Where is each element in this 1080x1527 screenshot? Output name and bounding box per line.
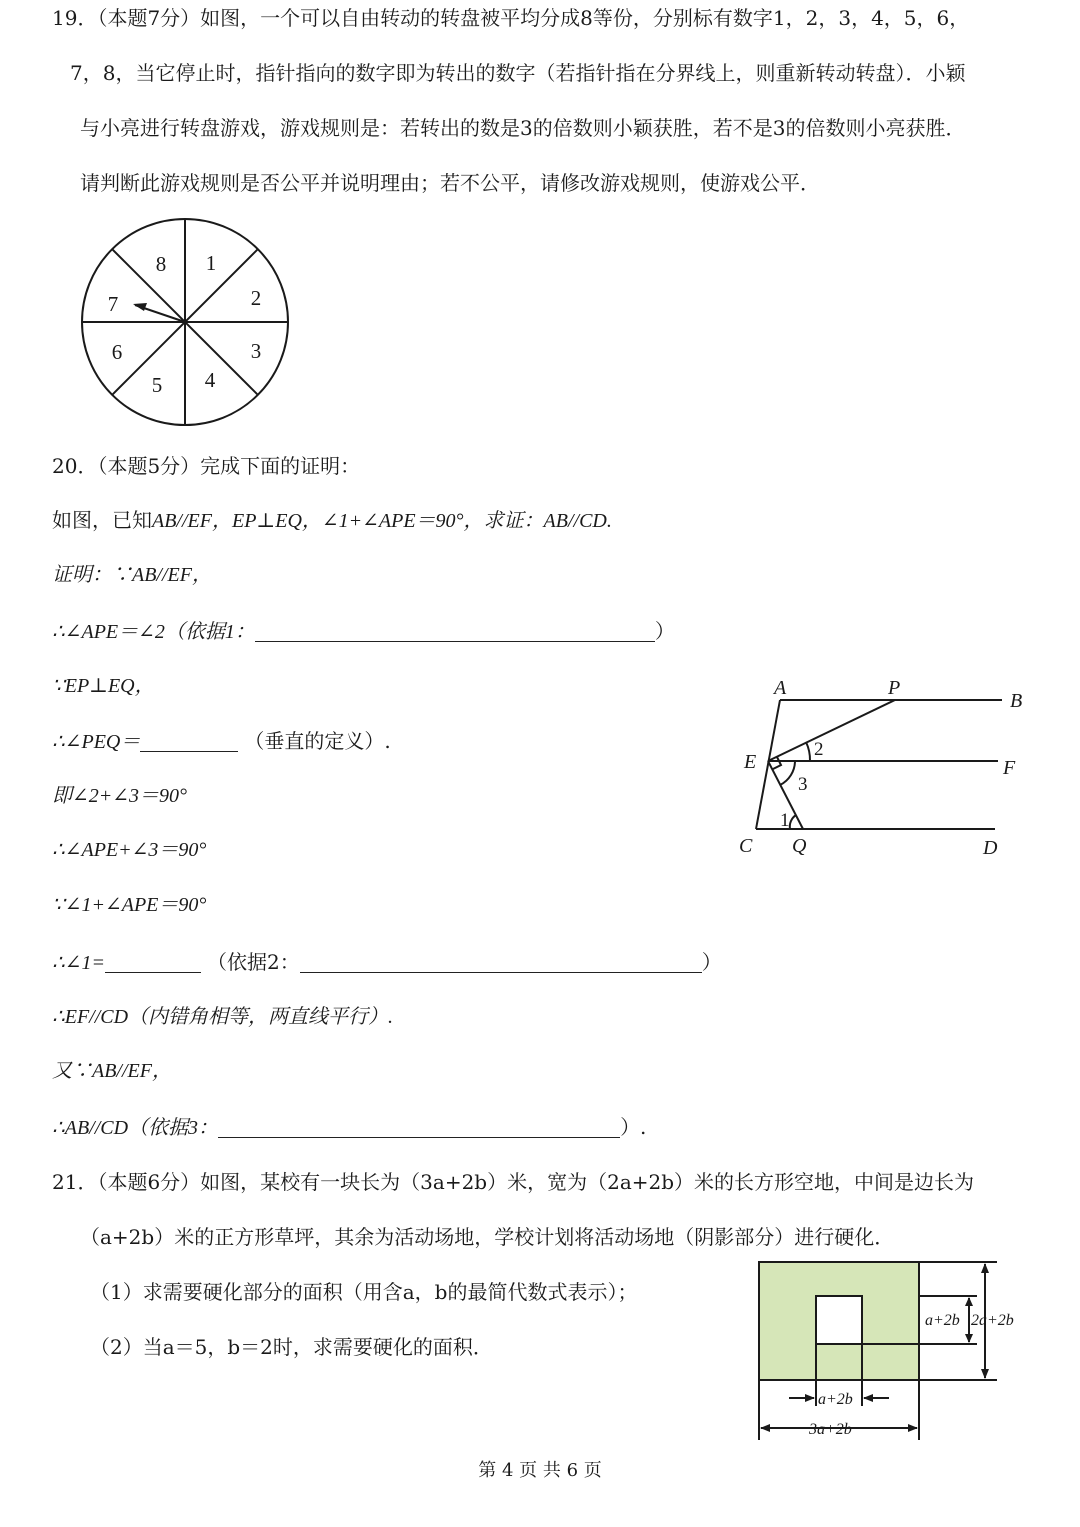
q20-proof-start: 证明：∵AB//EF， bbox=[52, 564, 212, 586]
label-e: E bbox=[744, 751, 757, 773]
q21-line-1: 21．（本题6分）如图，某校有一块长为（3a+2b）米，宽为（2a+2b）米的长方形空地，中间是边长为 bbox=[52, 1170, 975, 1194]
q20-step-2: ∵EP⊥EQ， bbox=[52, 675, 155, 697]
answer-blank-angle-peq[interactable] bbox=[140, 731, 238, 752]
label-angle-1: 1 bbox=[780, 810, 790, 831]
answer-blank-basis-3[interactable] bbox=[218, 1117, 620, 1138]
arrowhead-inner-top bbox=[965, 1297, 973, 1306]
q21-part-1: （1）求需要硬化部分的面积（用含a，b的最简代数式表示）； bbox=[90, 1280, 638, 1304]
arrowhead-square-left bbox=[805, 1394, 815, 1402]
angle-2-arc bbox=[806, 742, 810, 761]
wheel-number-3: 3 bbox=[250, 339, 262, 363]
q20-step-7-mid: （依据2： bbox=[206, 950, 300, 974]
q20-step-3 bbox=[52, 727, 391, 756]
wheel-number-5: 5 bbox=[151, 373, 163, 397]
wheel-number-8: 8 bbox=[155, 252, 167, 276]
arrowhead-inner-bottom bbox=[965, 1334, 973, 1343]
arrowhead-height-bottom bbox=[981, 1369, 989, 1379]
spinner-wheel-figure bbox=[75, 215, 295, 430]
label-height: 2a+2b bbox=[971, 1312, 1014, 1329]
rectangle-lawn-figure bbox=[745, 1250, 1035, 1450]
label-width: 3a+2b bbox=[809, 1421, 852, 1438]
answer-blank-angle-1[interactable] bbox=[105, 952, 201, 973]
angle-3-arc bbox=[780, 761, 795, 785]
q20-step-4: 即∠2+∠3＝90° bbox=[52, 785, 188, 807]
q20-given-main: AB//EF，EP⊥EQ，∠1+∠APE＝90°，求证：AB//CD. bbox=[152, 510, 612, 532]
label-b: B bbox=[1010, 690, 1023, 712]
arrowhead-square-right bbox=[863, 1394, 873, 1402]
segment-ac bbox=[756, 700, 780, 829]
label-f: F bbox=[1003, 757, 1016, 779]
q20-step-3-tail: （垂直的定义）. bbox=[244, 729, 391, 753]
arrowhead-width-left bbox=[760, 1424, 770, 1432]
arrowhead-width-right bbox=[908, 1424, 918, 1432]
label-q: Q bbox=[792, 835, 807, 857]
q19-line-4: 请判断此游戏规则是否公平并说明理由；若不公平，请修改游戏规则，使游戏公平． bbox=[80, 171, 820, 195]
angle-1-arc bbox=[790, 815, 796, 829]
segment-ep bbox=[768, 700, 895, 761]
answer-blank-basis-1[interactable] bbox=[255, 621, 655, 642]
q20-step-8: ∴EF//CD（内错角相等，两直线平行）. bbox=[52, 1006, 394, 1028]
q20-step-1-text: ∴∠APE＝∠2（依据1： bbox=[52, 621, 255, 643]
q20-step-1-close: ） bbox=[654, 619, 675, 643]
parallel-lines-figure bbox=[730, 670, 1040, 865]
q20-step-6: ∵∠1+∠APE＝90° bbox=[52, 894, 207, 916]
q19-line-1: 19．（本题7分）如图，一个可以自由转动的转盘被平均分成8等份，分别标有数字1，2，3，4，5，6， bbox=[52, 6, 970, 30]
label-inner-side: a+2b bbox=[925, 1312, 960, 1329]
wheel-pointer-arrowhead bbox=[133, 303, 147, 311]
label-inner-width: a+2b bbox=[818, 1391, 853, 1408]
wheel-number-1: 1 bbox=[205, 251, 217, 275]
square-lawn bbox=[816, 1296, 862, 1344]
q19-line-2: 7，8，当它停止时，指针指向的数字即为转出的数字（若指针指在分界线上，则重新转动转盘）．小颖 bbox=[70, 61, 966, 85]
page-footer: 第 4 页 共 6 页 bbox=[478, 1460, 602, 1481]
q20-step-3-text: ∴∠PEQ＝ bbox=[52, 731, 141, 753]
q20-given-prefix: 如图，已知 bbox=[52, 508, 152, 532]
q19-line-3: 与小亮进行转盘游戏，游戏规则是：若转出的数是3的倍数则小颖获胜，若不是3的倍数则小亮获胜． bbox=[80, 116, 966, 140]
arrowhead-height-top bbox=[981, 1263, 989, 1273]
q20-step-1 bbox=[52, 617, 675, 646]
label-p: P bbox=[888, 677, 901, 699]
label-angle-2: 2 bbox=[814, 739, 824, 760]
label-c: C bbox=[739, 835, 753, 857]
answer-blank-basis-2[interactable] bbox=[300, 952, 702, 973]
q20-step-7 bbox=[52, 948, 722, 977]
q20-step-10 bbox=[52, 1113, 646, 1142]
wheel-number-2: 2 bbox=[250, 286, 262, 310]
q20-step-7-close: ） bbox=[701, 950, 722, 974]
q20-given bbox=[52, 506, 612, 535]
q20-step-7-text: ∴∠1= bbox=[52, 952, 105, 974]
wheel-number-4: 4 bbox=[204, 368, 216, 392]
wheel-number-6: 6 bbox=[111, 340, 123, 364]
q21-line-2: （a+2b）米的正方形草坪，其余为活动场地，学校计划将活动场地（阴影部分）进行硬化． bbox=[80, 1225, 895, 1249]
q20-step-5: ∴∠APE+∠3＝90° bbox=[52, 839, 207, 861]
label-angle-3: 3 bbox=[798, 774, 808, 795]
q20-step-9: 又∵AB//EF， bbox=[52, 1060, 172, 1082]
q20-step-10-close: ）. bbox=[620, 1115, 647, 1139]
wheel-number-7: 7 bbox=[107, 292, 119, 316]
label-a: A bbox=[774, 677, 787, 699]
q20-header: 20．（本题5分）完成下面的证明： bbox=[52, 454, 361, 478]
label-d: D bbox=[983, 837, 998, 859]
q21-part-2: （2）当a＝5，b＝2时，求需要硬化的面积． bbox=[90, 1335, 493, 1359]
q20-step-10-text: ∴AB//CD（依据3： bbox=[52, 1117, 219, 1139]
